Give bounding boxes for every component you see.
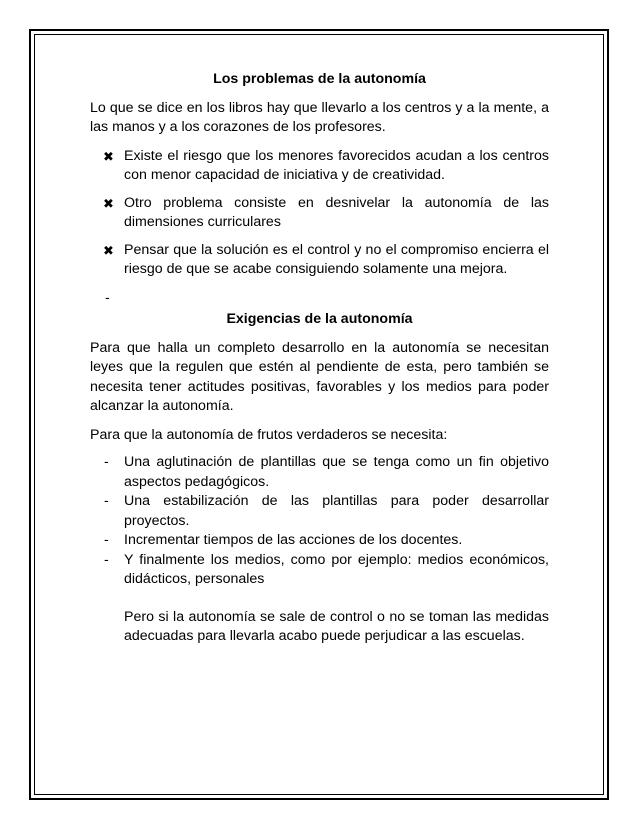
- section-title-requirements: Exigencias de la autonomía: [226, 311, 413, 327]
- needs-list: [90, 453, 549, 590]
- list-item-text: Una aglutinación de plantillas que se tenga como un fin objetivo aspectos pedagógicos.: [124, 454, 549, 490]
- dash-bullet: -: [104, 454, 109, 470]
- closing-block: [90, 608, 549, 647]
- list-item: [90, 551, 549, 590]
- list-item: [90, 492, 549, 531]
- closing-paragraph: Pero si la autonomía se sale de control o no se toman las medidas adecuadas para llevarla acabo puede perjudicar a las escuelas.: [124, 608, 549, 644]
- list-item-text: Una estabilización de las plantillas para poder desarrollar proyectos.: [124, 493, 549, 529]
- intro-paragraph: Lo que se dice en los libros hay que llevarlo a los centros y a la mente, a las manos y a los corazones de los profesores.: [90, 99, 549, 135]
- list-item-text: Incrementar tiempos de las acciones de los docentes.: [124, 532, 463, 548]
- list-item: [90, 194, 549, 233]
- list-item: [90, 147, 549, 186]
- problems-list: [90, 147, 549, 280]
- list-item-text: Existe el riesgo que los menores favorecidos acudan a los centros con menor capacidad de iniciativa y de creatividad.: [124, 147, 549, 183]
- list-item-text: Otro problema consiste en desnivelar la autonomía de las dimensiones curriculares: [124, 194, 549, 230]
- list-item-text: Pensar que la solución es el control y no el compromiso encierra el riesgo de que se acabe consiguiendo solamente una mejora.: [124, 241, 549, 277]
- dash-bullet: -: [104, 551, 109, 568]
- x-bullet-icon: ✖: [103, 195, 114, 211]
- list-item: [90, 453, 549, 492]
- section-title-problems: Los problemas de la autonomía: [213, 71, 426, 87]
- dash-bullet: -: [104, 532, 109, 548]
- list-item: [90, 241, 549, 280]
- requirements-paragraph: Para que halla un completo desarrollo en la autonomía se necesitan leyes que la regulen que estén al pendiente de esta, pero también se necesita tener actitudes positivas, favorables y los medios para poder alcanzar la autonomía.: [90, 339, 549, 414]
- x-bullet-icon: ✖: [103, 148, 114, 164]
- list-item: [90, 531, 549, 551]
- list-item-text: Y finalmente los medios, como por ejemplo: medios económicos, didácticos, personales: [124, 551, 549, 587]
- document-body: [90, 70, 549, 647]
- dash-bullet: -: [104, 493, 109, 509]
- x-bullet-icon: ✖: [103, 242, 114, 258]
- fruits-intro-paragraph: Para que la autonomía de frutos verdaderos se necesita:: [90, 426, 448, 443]
- empty-dash-bullet: -: [105, 289, 110, 306]
